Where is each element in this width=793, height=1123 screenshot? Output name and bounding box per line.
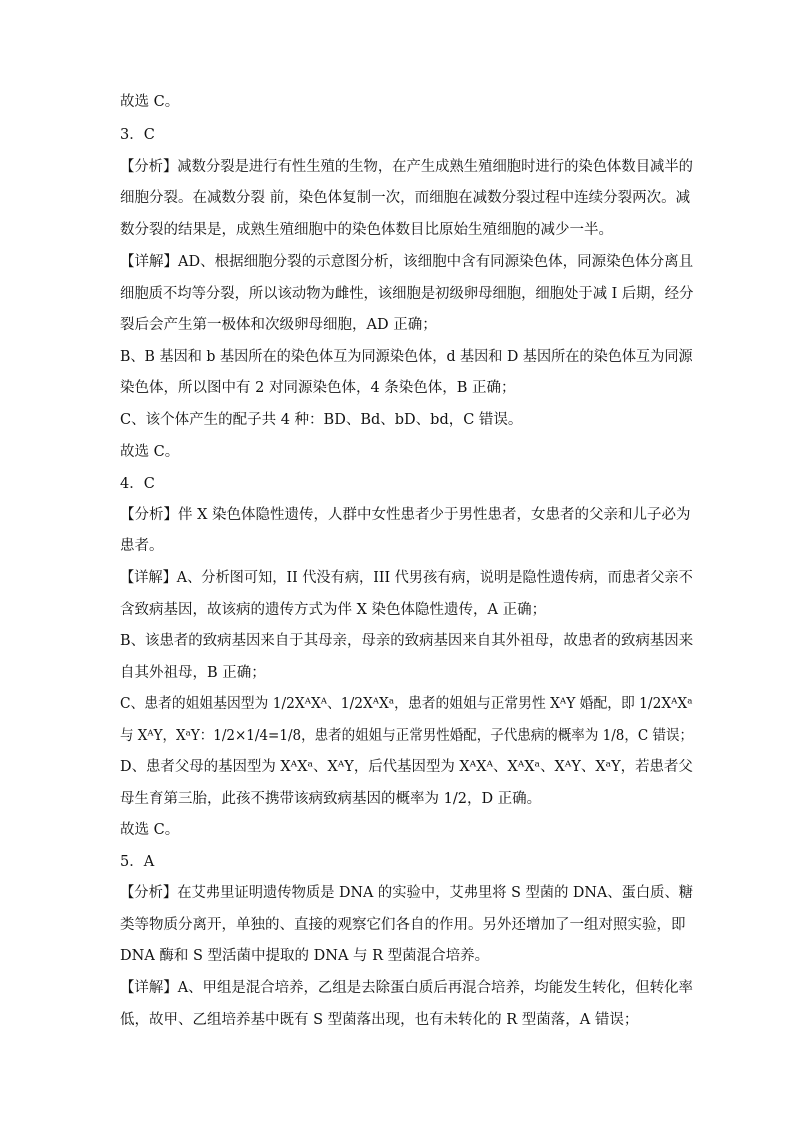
text-line: 故选 C。	[120, 822, 180, 838]
text-line: C、该个体产生的配子共 4 种：BD、Bd、bD、bd，C 错误。	[120, 412, 523, 428]
text-line: 含致病基因，故该病的遗传方式为伴 X 染色体隐性遗传，A 正确；	[120, 602, 547, 618]
text-line: 【分析】在艾弗里证明遗传物质是 DNA 的实验中，艾弗里将 S 型菌的 DNA、蛋白质、糖	[120, 885, 694, 901]
text-line: C、患者的姐姐基因型为 1/2XᴬXᴬ、1/2XᴬXᵃ，患者的姐姐与正常男性 XᴬY 婚配，即 1/2XᴬXᵃ	[120, 696, 693, 712]
text-line: B、该患者的致病基因来自于其母亲，母亲的致病基因来自其外祖母，故患者的致病基因来	[120, 633, 694, 649]
text-line: 裂后会产生第一极体和次级卵母细胞，AD 正确；	[120, 317, 437, 333]
text-line: 细胞质不均等分裂，所以该动物为雌性，该细胞是初级卵母细胞，细胞处于减 I 后期，经分	[120, 286, 694, 302]
text-line: 【详解】A、分析图可知，II 代没有病，III 代男孩有病，说明是隐性遗传病，而患者父亲不	[120, 570, 693, 586]
text-line: 自其外祖母，B 正确；	[120, 665, 266, 681]
text-line: 患者。	[120, 538, 164, 554]
text-line: 细胞分裂。在减数分裂 前，染色体复制一次，而细胞在减数分裂过程中连续分裂两次。减	[120, 190, 691, 206]
text-line: 故选 C。	[120, 444, 180, 460]
text-line: 数分裂的结果是，成熟生殖细胞中的染色体数目比原始生殖细胞的减少一半。	[120, 222, 613, 238]
text-line: 【详解】AD、根据细胞分裂的示意图分析，该细胞中含有同源染色体，同源染色体分离且	[120, 254, 694, 270]
text-line: 类等物质分离开，单独的、直接的观察它们各自的作用。另外还增加了一组对照实验，即	[120, 917, 686, 933]
text-line: B、B 基因和 b 基因所在的染色体互为同源染色体，d 基因和 D 基因所在的染色体互为同源	[120, 349, 693, 365]
text-line: 【分析】减数分裂是进行有性生殖的生物，在产生成熟生殖细胞时进行的染色体数目减半的	[120, 159, 693, 175]
text-line: 染色体，所以图中有 2 对同源染色体，4 条染色体，B 正确；	[120, 380, 516, 396]
text-line: 【详解】A、甲组是混合培养，乙组是去除蛋白质后再混合培养，均能发生转化，但转化率	[120, 980, 693, 996]
text-line: DNA 酶和 S 型活菌中提取的 DNA 与 R 型菌混合培养。	[120, 948, 490, 964]
text-line: 【分析】伴 X 染色体隐性遗传，人群中女性患者少于男性患者，女患者的父亲和儿子必为	[120, 507, 691, 523]
text-line: 5．A	[120, 854, 155, 870]
text-line: 4．C	[120, 476, 155, 492]
text-line: D、患者父母的基因型为 XᴬXᵃ、XᴬY，后代基因型为 XᴬXᴬ、XᴬXᵃ、XᴬY、XᵃY，若患者父	[120, 759, 693, 775]
text-line: 与 XᴬY，XᵃY：1/2×1/4=1/8，患者的姐姐与正常男性婚配，子代患病的概率为 1/8，C 错误；	[120, 728, 694, 744]
text-line: 3．C	[120, 127, 155, 143]
text-line: 母生育第三胎，此孩不携带该病致病基因的概率为 1/2，D 正确。	[120, 791, 542, 807]
text-line: 故选 C。	[120, 94, 180, 110]
text-line: 低，故甲、乙组培养基中既有 S 型菌落出现，也有未转化的 R 型菌落，A 错误；	[120, 1012, 639, 1028]
